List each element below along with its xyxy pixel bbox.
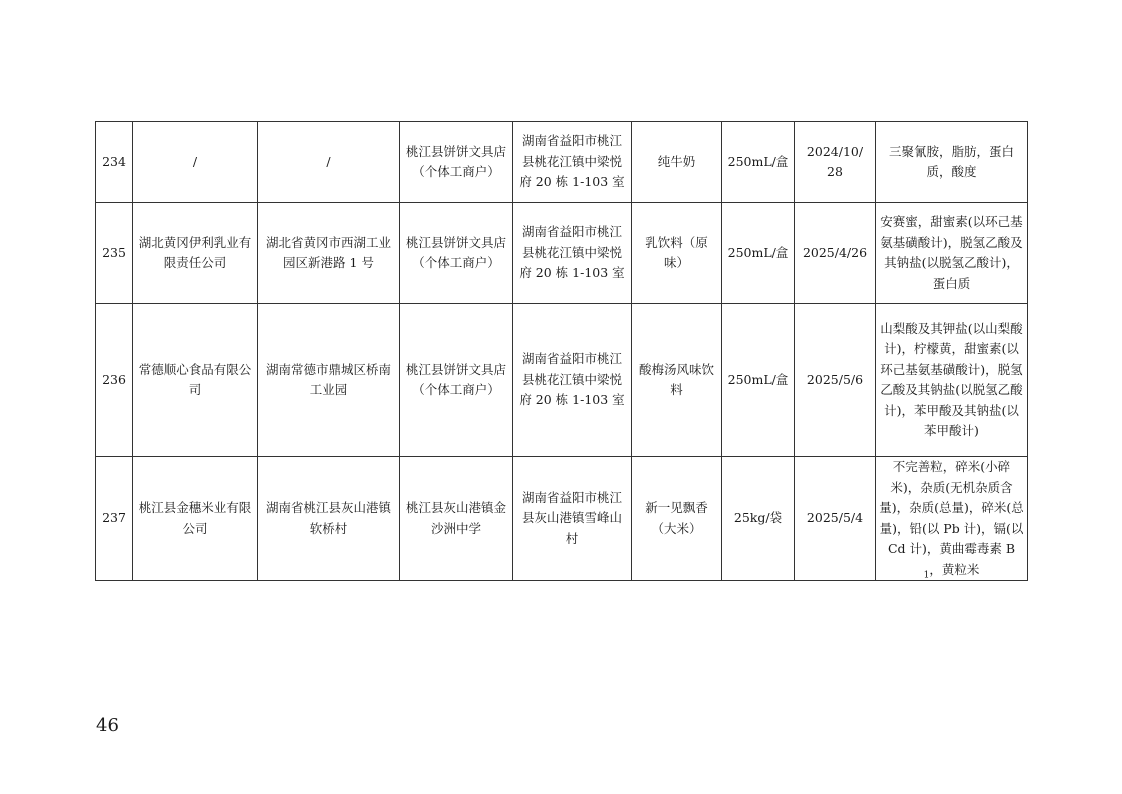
cell-manufacturer-address: 湖南省桃江县灰山港镇软桥村 [258, 457, 400, 581]
cell-date: 2025/4/26 [795, 203, 876, 304]
cell-manufacturer: 湖北黄冈伊利乳业有限责任公司 [133, 203, 258, 304]
cell-no: 235 [96, 203, 133, 304]
cell-sampled-address: 湖南省益阳市桃江县灰山港镇雪峰山村 [513, 457, 632, 581]
items-tail-text: ，黄粒米 [929, 561, 980, 577]
cell-spec: 250mL/盒 [722, 122, 795, 203]
cell-manufacturer: 常德顺心食品有限公司 [133, 304, 258, 457]
cell-items: 山梨酸及其钾盐(以山梨酸计)，柠檬黄，甜蜜素(以环己基氨基磺酸计)，脱氢乙酸及其钠盐(以脱氢乙酸计)，苯甲酸及其钠盐(以苯甲酸计) [876, 304, 1028, 457]
cell-product: 纯牛奶 [632, 122, 722, 203]
cell-product: 酸梅汤风味饮料 [632, 304, 722, 457]
cell-items: 安赛蜜，甜蜜素(以环己基氨基磺酸计)，脱氢乙酸及其钠盐(以脱氢乙酸计)，蛋白质 [876, 203, 1028, 304]
cell-spec: 25kg/袋 [722, 457, 795, 581]
items-main-text: 不完善粒，碎米(小碎米)，杂质(无机杂质含量)，杂质(总量)，碎米(总量)，铅(以 Pb 计)，镉(以 Cd 计)，黄曲霉毒素 B [879, 459, 1024, 556]
cell-manufacturer: / [133, 122, 258, 203]
cell-date: 2024/10/28 [795, 122, 876, 203]
items-subscript: 1 [923, 570, 930, 580]
cell-manufacturer: 桃江县金穗米业有限公司 [133, 457, 258, 581]
table-row [96, 122, 1028, 203]
table-row [96, 304, 1028, 457]
cell-manufacturer-address: / [258, 122, 400, 203]
table-row [96, 457, 1028, 581]
cell-date: 2025/5/4 [795, 457, 876, 581]
cell-sampled-address: 湖南省益阳市桃江县桃花江镇中梁悦府 20 栋 1-103 室 [513, 122, 632, 203]
cell-manufacturer-address: 湖南常德市鼎城区桥南工业园 [258, 304, 400, 457]
page-number: 46 [96, 715, 119, 736]
cell-no: 237 [96, 457, 133, 581]
cell-spec: 250mL/盒 [722, 304, 795, 457]
cell-sampled-unit: 桃江县饼饼文具店（个体工商户） [400, 203, 513, 304]
cell-sampled-unit: 桃江县灰山港镇金沙洲中学 [400, 457, 513, 581]
cell-date: 2025/5/6 [795, 304, 876, 457]
cell-no: 234 [96, 122, 133, 203]
table-row [96, 203, 1028, 304]
cell-manufacturer-address: 湖北省黄冈市西湖工业园区新港路 1 号 [258, 203, 400, 304]
cell-no: 236 [96, 304, 133, 457]
cell-items: 三聚氰胺，脂肪，蛋白质，酸度 [876, 122, 1028, 203]
inspection-table [95, 121, 1028, 581]
cell-product: 新一见飘香（大米） [632, 457, 722, 581]
cell-sampled-unit: 桃江县饼饼文具店（个体工商户） [400, 304, 513, 457]
cell-product: 乳饮料（原味） [632, 203, 722, 304]
cell-sampled-unit: 桃江县饼饼文具店（个体工商户） [400, 122, 513, 203]
cell-sampled-address: 湖南省益阳市桃江县桃花江镇中梁悦府 20 栋 1-103 室 [513, 203, 632, 304]
cell-items [876, 457, 1028, 581]
cell-sampled-address: 湖南省益阳市桃江县桃花江镇中梁悦府 20 栋 1-103 室 [513, 304, 632, 457]
cell-spec: 250mL/盒 [722, 203, 795, 304]
